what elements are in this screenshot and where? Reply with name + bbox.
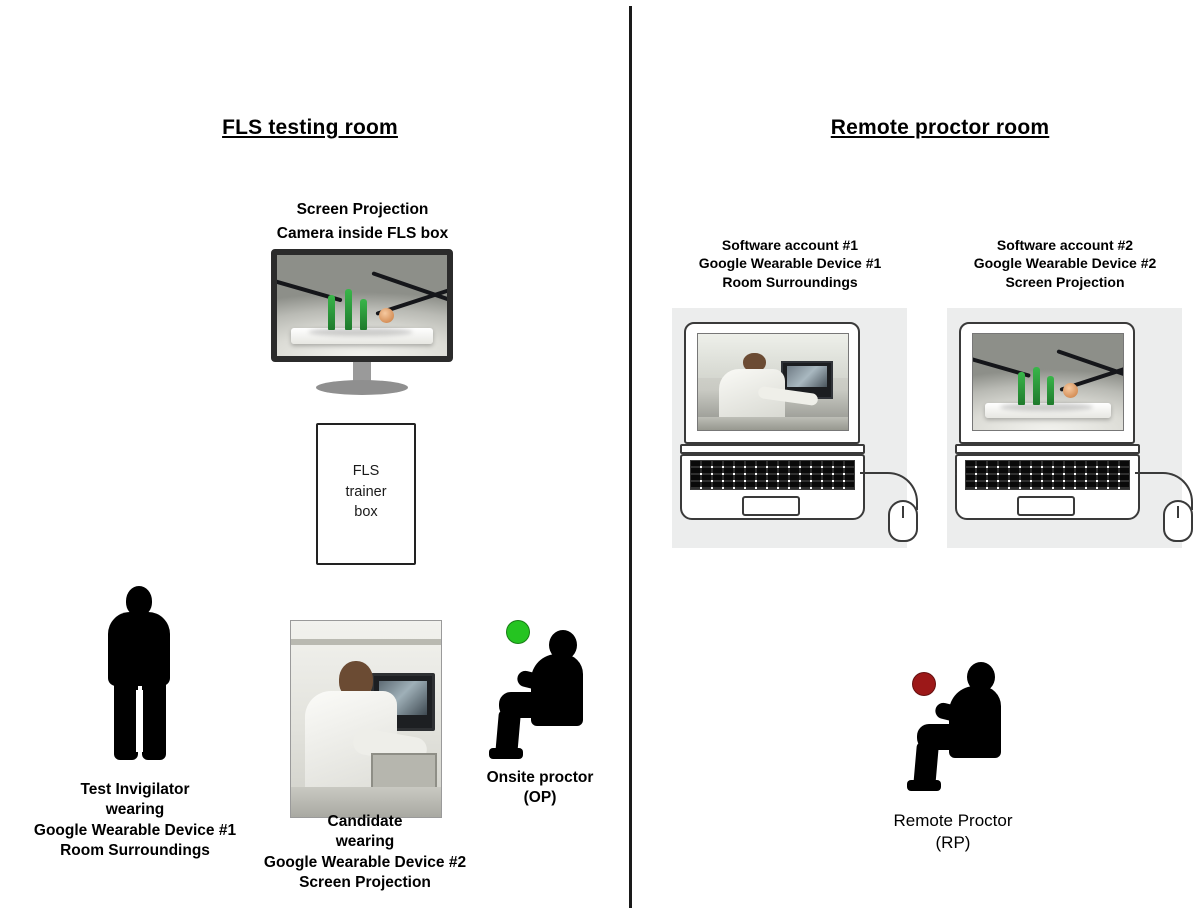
- account-1-line3: Room Surroundings: [722, 273, 858, 290]
- person-leg-right: [142, 680, 166, 760]
- peg-icon: [328, 295, 335, 329]
- account-2-line2: Google Wearable Device #2: [973, 255, 1157, 272]
- laptop-hinge: [680, 444, 865, 454]
- candidate-line1: Candidate: [327, 813, 403, 830]
- remote-proctor-figure: [905, 662, 1001, 792]
- invigilator-line2: wearing: [105, 801, 165, 819]
- remote-proctor-room-title: Remote proctor room: [830, 116, 1050, 139]
- laptop-screen: [697, 333, 849, 431]
- laptop-2-card: [947, 308, 1182, 548]
- fls-box-camera-monitor: [271, 249, 453, 374]
- fls-testing-room-title: FLS testing room: [222, 116, 398, 139]
- remote-proctor-line2: (RP): [935, 833, 971, 853]
- tissue-target-icon: [379, 308, 394, 323]
- screen-projection-caption-line2: Camera inside FLS box: [276, 225, 449, 242]
- test-invigilator-figure: [96, 586, 182, 760]
- candidate-line3: Google Wearable Device #2: [263, 853, 467, 871]
- peg-icon: [1018, 372, 1025, 405]
- peg-icon: [1047, 376, 1054, 405]
- photo-shelf: [291, 639, 441, 645]
- fls-trainer-box: [316, 423, 416, 565]
- laptop-touchpad: [1017, 496, 1075, 516]
- account-2-line3: Screen Projection: [1005, 273, 1125, 290]
- monitor-base: [316, 380, 408, 395]
- laptop-2: [955, 322, 1140, 522]
- screen-projection-feed: [973, 334, 1123, 430]
- laptop-lid: [684, 322, 860, 444]
- laptop-1-card: [672, 308, 907, 548]
- invigilator-caption: [0, 780, 270, 862]
- remote-proctor-caption: [838, 810, 1068, 855]
- peg-icon: [345, 289, 352, 329]
- candidate-photo: [290, 620, 442, 818]
- room-surroundings-feed: [698, 334, 848, 430]
- laptop-lid: [959, 322, 1135, 444]
- mouse-icon: [1163, 500, 1193, 542]
- mouse-icon: [888, 500, 918, 542]
- trainer-box-line2: trainer: [345, 483, 387, 500]
- person-torso: [108, 612, 170, 686]
- laptop-keyboard: [965, 460, 1130, 490]
- invigilator-line4: Room Surroundings: [60, 842, 210, 860]
- laptop-1: [680, 322, 865, 522]
- invigilator-line1: Test Invigilator: [80, 781, 190, 798]
- account-1-line1: Software account #1: [721, 237, 859, 253]
- account-2-line1: Software account #2: [996, 237, 1134, 253]
- remote-proctor-line1: Remote Proctor: [893, 811, 1013, 830]
- laptop-keyboard: [690, 460, 855, 490]
- person-foot: [907, 780, 941, 791]
- candidate-line4: Screen Projection: [299, 874, 431, 892]
- person-leg-left: [114, 680, 138, 760]
- laptop-touchpad: [742, 496, 800, 516]
- account-2-caption: [947, 236, 1183, 291]
- feed-desk: [698, 417, 848, 430]
- trainer-box-line3: box: [354, 504, 378, 521]
- onsite-proctor-line2: (OP): [523, 789, 557, 807]
- onsite-proctor-caption: [440, 768, 640, 809]
- account-1-caption: [672, 236, 908, 291]
- instrument-icon: [1056, 349, 1124, 380]
- fls-box-scene-image: [277, 255, 447, 356]
- person-leg-gap: [136, 690, 143, 752]
- peg-icon: [1033, 367, 1040, 405]
- candidate-caption: [235, 812, 495, 894]
- onsite-proctor-figure: [487, 630, 583, 760]
- tissue-target-icon: [1063, 383, 1078, 398]
- peg-icon: [360, 299, 367, 329]
- laptop-screen: [972, 333, 1124, 431]
- invigilator-line3: Google Wearable Device #1: [33, 821, 237, 839]
- monitor-screen: [277, 255, 447, 356]
- person-foot: [489, 748, 523, 759]
- candidate-line2: wearing: [335, 833, 395, 851]
- screen-projection-caption-line1: Screen Projection: [296, 201, 429, 218]
- fls-trainer-box-label: [318, 461, 414, 523]
- account-1-line2: Google Wearable Device #1: [698, 255, 882, 272]
- onsite-proctor-line1: Onsite proctor: [486, 769, 594, 786]
- laptop-hinge: [955, 444, 1140, 454]
- trainer-box-line1: FLS: [352, 463, 380, 479]
